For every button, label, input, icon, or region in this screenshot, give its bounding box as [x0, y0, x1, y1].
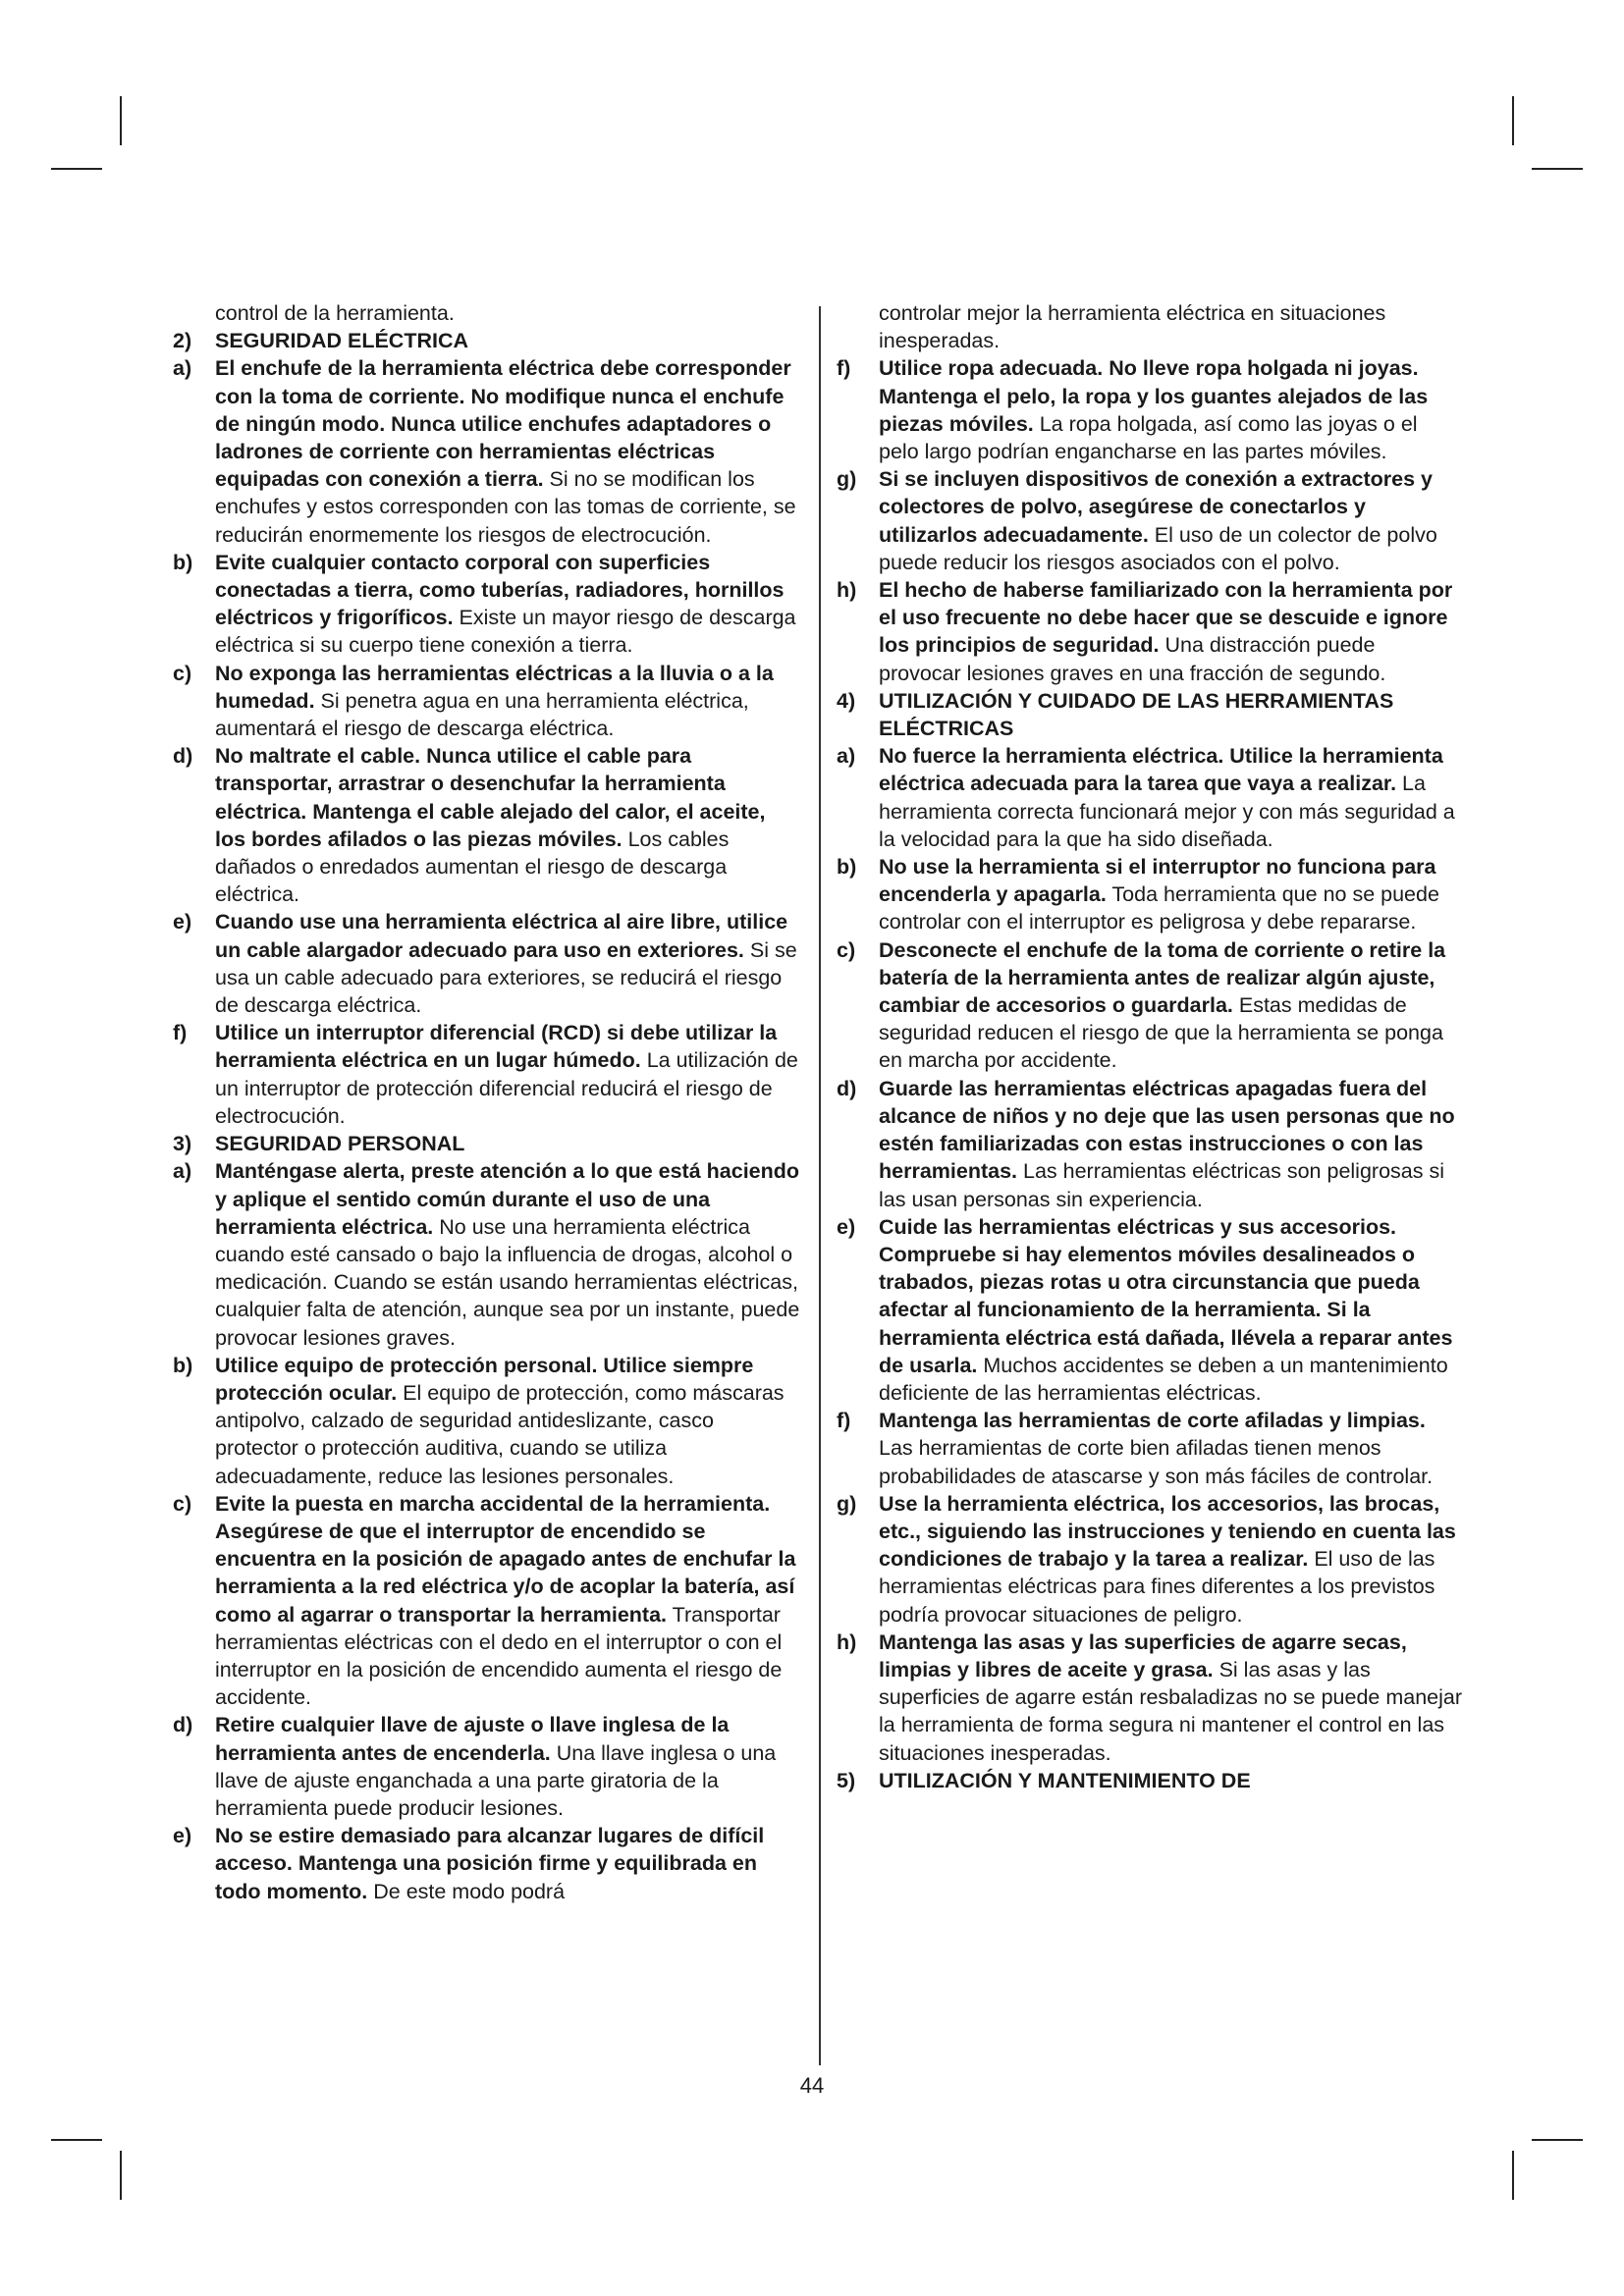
list-item: [837, 576, 1463, 687]
section-heading: [173, 327, 801, 354]
continuation-text: [837, 299, 1463, 354]
list-item: [837, 1213, 1463, 1407]
item-bold-lead: Utilice ropa adecuada. No lleve ropa holgada ni joyas. Mantenga el pelo, la ropa y los guantes alejados de las piezas móviles.: [879, 356, 1429, 436]
item-letter: e): [173, 1824, 192, 1848]
list-item: [173, 1822, 801, 1905]
item-explanation: De este modo podrá: [367, 1879, 566, 1903]
item-letter: f): [173, 1021, 188, 1045]
item-explanation: Si penetra agua en una herramienta eléctrica, aumentará el riesgo de descarga eléctrica.: [215, 688, 749, 741]
item-bold-lead: No exponga las herramientas eléctricas a la lluvia o a la humedad.: [215, 661, 774, 713]
list-item: [837, 936, 1463, 1075]
crop-mark-top-left-vertical: [120, 96, 122, 145]
crop-mark-bottom-left-horizontal: [51, 2139, 102, 2141]
item-bold-lead: Guarde las herramientas eléctricas apagadas fuera del alcance de niños y no deje que las usen personas que no estén familiarizadas con estas instrucciones o con las herramientas.: [879, 1076, 1455, 1184]
section-number: 2): [173, 329, 192, 353]
item-explanation: Si no se modifican los enchufes y estos corresponden con las tomas de corriente, se reducirán enormemente los riesgos de electrocución.: [215, 467, 796, 547]
item-explanation: Una distracción puede provocar lesiones graves en una fracción de segundo.: [879, 633, 1386, 685]
item-bold-lead: Use la herramienta eléctrica, los accesorios, las brocas, etc., siguiendo las instrucciones y teniendo en cuenta las condiciones de trabajo y la tarea a realizar.: [879, 1491, 1456, 1572]
item-letter: b): [173, 550, 193, 574]
list-item: [837, 354, 1463, 465]
list-item: [173, 1157, 801, 1351]
item-bold-lead: No fuerce la herramienta eléctrica. Utilice la herramienta eléctrica adecuada para la tarea que vaya a realizar.: [879, 744, 1443, 796]
item-letter: b): [173, 1353, 193, 1377]
item-letter: d): [837, 1076, 857, 1100]
list-item: [173, 660, 801, 743]
item-letter: f): [837, 1409, 851, 1433]
item-explanation: No use una herramienta eléctrica cuando esté cansado o bajo la influencia de drogas, alcohol o medicación. Cuando se están usando herramientas eléctricas, cualquier falta de atención, aunque sea por un instante, puede provocar lesiones graves.: [215, 1214, 800, 1350]
list-item: [173, 1019, 801, 1130]
section-title: UTILIZACIÓN Y CUIDADO DE LAS HERRAMIENTAS ELÉCTRICAS: [879, 688, 1394, 741]
crop-mark-bottom-left-vertical: [120, 2151, 122, 2200]
list-item: [837, 853, 1463, 936]
list-item: [173, 354, 801, 548]
continuation-text: [173, 299, 801, 327]
list-item: [837, 1407, 1463, 1490]
item-letter: a): [173, 356, 192, 381]
list-item: [837, 742, 1463, 853]
item-letter: e): [837, 1214, 856, 1239]
item-explanation: Si se usa un cable adecuado para exteriores, se reducirá el riesgo de descarga eléctrica.: [215, 937, 797, 1018]
item-explanation: Las herramientas eléctricas son peligrosas si las usan personas sin experiencia.: [879, 1159, 1444, 1211]
item-letter: d): [173, 1713, 193, 1737]
item-letter: g): [837, 467, 857, 492]
item-bold-lead: Retire cualquier llave de ajuste o llave inglesa de la herramienta antes de encenderla.: [215, 1713, 730, 1765]
item-explanation: Transportar herramientas eléctricas con el dedo en el interruptor o con el interruptor en la posición de encendido aumenta el riesgo de accidente.: [215, 1602, 783, 1710]
right-column: [837, 299, 1463, 1794]
item-letter: d): [173, 744, 193, 769]
item-bold-lead: Utilice un interruptor diferencial (RCD) si debe utilizar la herramienta eléctrica en un lugar húmedo.: [215, 1021, 778, 1073]
list-item: [173, 1711, 801, 1822]
item-letter: c): [173, 1491, 192, 1516]
item-bold-lead: No se estire demasiado para alcanzar lugares de difícil acceso. Mantenga una posición firme y equilibrada en todo momento.: [215, 1824, 765, 1903]
section-heading: [173, 1130, 801, 1157]
item-bold-lead: Utilice equipo de protección personal. Utilice siempre protección ocular.: [215, 1353, 754, 1405]
left-column: [173, 299, 801, 1905]
item-bold-lead: El hecho de haberse familiarizado con la herramienta por el uso frecuente no debe hacer que se descuide e ignore los principios de seguridad.: [879, 578, 1453, 658]
section-number: 5): [837, 1768, 856, 1792]
item-bold-lead: Evite cualquier contacto corporal con superficies conectadas a tierra, como tuberías, radiadores, hornillos eléctricos y frigoríficos.: [215, 550, 785, 630]
item-bold-lead: No use la herramienta si el interruptor no funciona para encenderla y apagarla.: [879, 855, 1436, 907]
section-number: 3): [173, 1132, 192, 1156]
item-explanation: Estas medidas de seguridad reducen el riesgo de que la herramienta se ponga en marcha por accidente.: [879, 993, 1443, 1073]
section-heading: [837, 687, 1463, 742]
item-letter: a): [837, 744, 856, 769]
list-item: [173, 742, 801, 908]
section-heading: [837, 1767, 1463, 1794]
item-bold-lead: No maltrate el cable. Nunca utilice el cable para transportar, arrastrar o desenchufar la herramienta eléctrica. Mantenga el cable alejado del calor, el aceite, los bordes afilados o las piezas móviles.: [215, 744, 766, 851]
item-letter: a): [173, 1159, 192, 1184]
item-letter: c): [173, 661, 192, 685]
item-bold-lead: Desconecte el enchufe de la toma de corriente o retire la batería de la herramienta antes de realizar algún ajuste, cambiar de accesorios o guardarla.: [879, 937, 1446, 1018]
crop-mark-bottom-right-vertical: [1512, 2151, 1514, 2200]
crop-mark-bottom-right-horizontal: [1532, 2139, 1583, 2141]
list-item: [173, 549, 801, 660]
item-explanation: Existe un mayor riesgo de descarga eléctrica si su cuerpo tiene conexión a tierra.: [215, 606, 796, 658]
item-bold-lead: Mantenga las herramientas de corte afiladas y limpias.: [879, 1409, 1426, 1433]
crop-mark-top-right-horizontal: [1532, 168, 1583, 170]
item-bold-lead: Si se incluyen dispositivos de conexión a extractores y colectores de polvo, asegúrese de conectarlos y utilizarlos adecuadamente.: [879, 467, 1433, 547]
item-explanation: Toda herramienta que no se puede controlar con el interruptor es peligrosa y debe repararse.: [879, 882, 1439, 934]
paragraph-text: control de la herramienta.: [215, 301, 455, 325]
item-explanation: El equipo de protección, como máscaras antipolvo, calzado de seguridad antideslizante, casco protector o protección auditiva, cuando se utiliza adecuadamente, reduce las lesiones personales.: [215, 1380, 785, 1488]
item-bold-lead: Evite la puesta en marcha accidental de la herramienta. Asegúrese de que el interruptor de encendido se encuentra en la posición de apagado antes de enchufar la herramienta a la red eléctrica y/o de acoplar la batería, así como al agarrar o transportar la herramienta.: [215, 1491, 796, 1627]
item-explanation: La ropa holgada, así como las joyas o el pelo largo podrían engancharse en las partes móviles.: [879, 411, 1418, 464]
list-item: [173, 1352, 801, 1490]
column-divider: [819, 306, 821, 2065]
item-bold-lead: Cuando use una herramienta eléctrica al aire libre, utilice un cable alargador adecuado para uso en exteriores.: [215, 910, 788, 962]
crop-mark-top-left-horizontal: [51, 168, 102, 170]
list-item: [837, 465, 1463, 576]
page-number: 44: [799, 2073, 825, 2098]
item-bold-lead: Cuide las herramientas eléctricas y sus accesorios. Compruebe si hay elementos móviles desalineados o trabados, piezas rotas u otra circunstancia que pueda afectar al funcionamiento de la herramienta. Si la herramienta eléctrica está dañada, llévela a reparar antes de usarla.: [879, 1214, 1453, 1377]
paragraph-text: controlar mejor la herramienta eléctrica en situaciones inesperadas.: [879, 301, 1386, 353]
item-explanation: El uso de un colector de polvo puede reducir los riesgos asociados con el polvo.: [879, 522, 1437, 574]
item-explanation: Muchos accidentes se deben a un mantenimiento deficiente de las herramientas eléctricas.: [879, 1353, 1448, 1405]
list-item: [837, 1075, 1463, 1213]
list-item: [173, 908, 801, 1019]
item-letter: c): [837, 937, 856, 962]
item-bold-lead: Mantenga las asas y las superficies de agarre secas, limpias y libres de aceite y grasa.: [879, 1629, 1407, 1682]
crop-mark-top-right-vertical: [1512, 96, 1514, 145]
item-letter: f): [837, 356, 851, 381]
item-letter: g): [837, 1491, 857, 1516]
item-bold-lead: Manténgase alerta, preste atención a lo que está haciendo y aplique el sentido común durante el uso de una herramienta eléctrica.: [215, 1159, 800, 1239]
item-letter: h): [837, 1629, 857, 1654]
list-item: [173, 1490, 801, 1712]
item-explanation: Una llave inglesa o una llave de ajuste enganchada a una parte giratoria de la herramienta puede producir lesiones.: [215, 1740, 777, 1820]
list-item: [837, 1490, 1463, 1629]
item-letter: e): [173, 910, 192, 934]
item-explanation: Las herramientas de corte bien afiladas tienen menos probabilidades de atascarse y son más fáciles de controlar.: [879, 1436, 1434, 1488]
item-explanation: Si las asas y las superficies de agarre están resbaladizas no se puede manejar la herramienta de forma segura ni mantener el control en las situaciones inesperadas.: [879, 1657, 1463, 1765]
item-explanation: Los cables dañados o enredados aumentan el riesgo de descarga eléctrica.: [215, 827, 730, 907]
section-title: SEGURIDAD PERSONAL: [215, 1132, 465, 1156]
item-explanation: La utilización de un interruptor de protección diferencial reducirá el riesgo de electrocución.: [215, 1048, 798, 1128]
item-letter: h): [837, 578, 857, 603]
item-bold-lead: El enchufe de la herramienta eléctrica debe corresponder con la toma de corriente. No modifique nunca el enchufe de ningún modo. Nunca utilice enchufes adaptadores o ladrones de corriente con herramientas eléctricas equipadas con conexión a tierra.: [215, 356, 791, 492]
item-explanation: El uso de las herramientas eléctricas para fines diferentes a los previstos podría provocar situaciones de peligro.: [879, 1547, 1435, 1627]
item-explanation: La herramienta correcta funcionará mejor y con más seguridad a la velocidad para la que ha sido diseñada.: [879, 772, 1455, 851]
section-title: SEGURIDAD ELÉCTRICA: [215, 329, 469, 353]
section-number: 4): [837, 688, 856, 713]
item-letter: b): [837, 855, 857, 880]
section-title: UTILIZACIÓN Y MANTENIMIENTO DE: [879, 1768, 1251, 1792]
list-item: [837, 1629, 1463, 1767]
